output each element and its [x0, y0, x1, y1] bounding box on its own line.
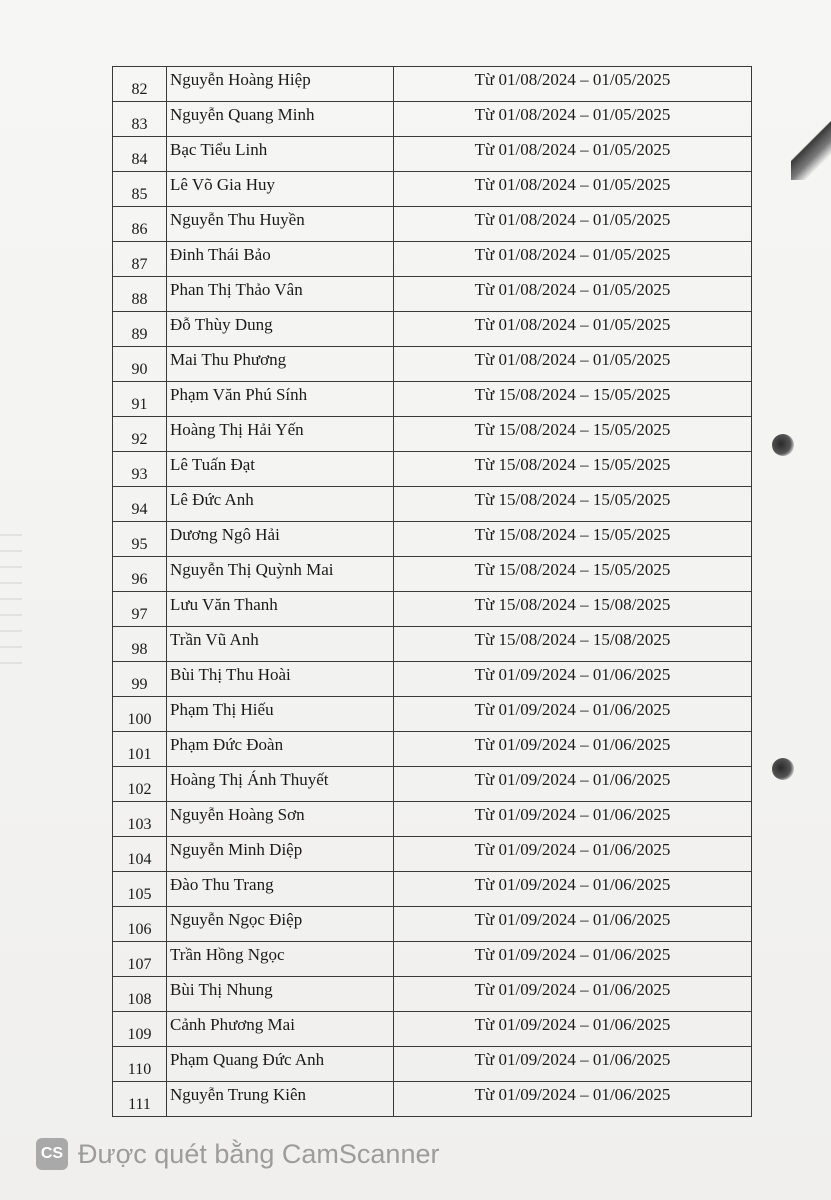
row-name-cell	[167, 907, 394, 942]
row-period: Từ 01/09/2024 – 01/06/2025	[474, 945, 671, 964]
row-number-cell	[113, 67, 167, 102]
row-name-cell	[167, 382, 394, 417]
table-row	[113, 277, 752, 312]
row-period-cell	[394, 347, 752, 382]
table-row	[113, 942, 752, 977]
row-period: Từ 15/08/2024 – 15/05/2025	[474, 560, 671, 579]
table-row	[113, 172, 752, 207]
row-number-cell	[113, 1047, 167, 1082]
row-period-cell	[394, 452, 752, 487]
row-name-cell	[167, 522, 394, 557]
row-period-cell	[394, 592, 752, 627]
row-number-cell	[113, 382, 167, 417]
row-name: Nguyễn Hoàng Hiệp	[170, 70, 311, 89]
row-period: Từ 01/08/2024 – 01/05/2025	[474, 105, 671, 124]
row-number: 95	[131, 536, 148, 553]
row-name: Lưu Văn Thanh	[170, 595, 278, 614]
row-name-cell	[167, 1047, 394, 1082]
row-number: 84	[131, 151, 148, 168]
row-number: 109	[127, 1026, 152, 1043]
row-number: 111	[128, 1096, 151, 1113]
table-row	[113, 977, 752, 1012]
row-name-cell	[167, 592, 394, 627]
row-number-cell	[113, 942, 167, 977]
row-period-cell	[394, 977, 752, 1012]
row-name: Nguyễn Minh Diệp	[170, 840, 303, 859]
watermark-text: Được quét bằng CamScanner	[78, 1138, 440, 1169]
table-row	[113, 662, 752, 697]
table-row	[113, 452, 752, 487]
table-row	[113, 697, 752, 732]
row-name: Đinh Thái Bảo	[170, 245, 271, 264]
row-period: Từ 15/08/2024 – 15/05/2025	[474, 525, 671, 544]
row-number: 98	[131, 641, 148, 658]
row-number-cell	[113, 487, 167, 522]
row-number: 101	[127, 746, 152, 763]
row-period: Từ 01/09/2024 – 01/06/2025	[474, 1015, 671, 1034]
row-period-cell	[394, 697, 752, 732]
row-name: Nguyễn Quang Minh	[170, 105, 315, 124]
table-row	[113, 1047, 752, 1082]
table-row	[113, 837, 752, 872]
row-name-cell	[167, 1012, 394, 1047]
table-row	[113, 137, 752, 172]
row-period: Từ 01/08/2024 – 01/05/2025	[474, 350, 671, 369]
row-number-cell	[113, 802, 167, 837]
row-name: Nguyễn Ngọc Điệp	[170, 910, 303, 929]
row-period-cell	[394, 522, 752, 557]
row-period: Từ 01/09/2024 – 01/06/2025	[474, 805, 671, 824]
row-number: 107	[127, 956, 152, 973]
table-row	[113, 312, 752, 347]
row-period: Từ 01/09/2024 – 01/06/2025	[474, 665, 671, 684]
table-row	[113, 592, 752, 627]
row-number: 105	[127, 886, 152, 903]
row-period-cell	[394, 627, 752, 662]
row-number: 92	[131, 431, 148, 448]
row-period: Từ 01/09/2024 – 01/06/2025	[474, 910, 671, 929]
row-number: 83	[131, 116, 148, 133]
table-row	[113, 102, 752, 137]
row-number: 89	[131, 326, 148, 343]
roster-table-body	[113, 67, 752, 1117]
row-name: Lê Đức Anh	[170, 490, 254, 509]
row-number-cell	[113, 732, 167, 767]
page-corner-shadow	[791, 120, 831, 180]
row-number-cell	[113, 242, 167, 277]
row-period: Từ 01/08/2024 – 01/05/2025	[474, 280, 671, 299]
row-number: 94	[131, 501, 148, 518]
row-name-cell	[167, 977, 394, 1012]
row-name-cell	[167, 1082, 394, 1117]
row-name: Nguyễn Trung Kiên	[170, 1085, 307, 1104]
row-period-cell	[394, 102, 752, 137]
row-number: 108	[127, 991, 152, 1008]
row-name-cell	[167, 942, 394, 977]
row-period: Từ 15/08/2024 – 15/05/2025	[474, 490, 671, 509]
row-name: Trần Hồng Ngọc	[170, 945, 285, 964]
row-period: Từ 01/09/2024 – 01/06/2025	[474, 1050, 671, 1069]
row-name: Lê Võ Gia Huy	[170, 175, 275, 194]
row-name: Phan Thị Thảo Vân	[170, 280, 303, 299]
row-number: 88	[131, 291, 148, 308]
row-name-cell	[167, 487, 394, 522]
row-number-cell	[113, 592, 167, 627]
table-row	[113, 802, 752, 837]
row-name-cell	[167, 417, 394, 452]
row-number-cell	[113, 172, 167, 207]
row-name: Lê Tuấn Đạt	[170, 455, 255, 474]
row-number: 104	[127, 851, 152, 868]
row-name-cell	[167, 662, 394, 697]
table-row	[113, 732, 752, 767]
row-period-cell	[394, 767, 752, 802]
row-period: Từ 15/08/2024 – 15/05/2025	[474, 385, 671, 404]
row-period-cell	[394, 662, 752, 697]
row-period-cell	[394, 732, 752, 767]
row-name: Mai Thu Phương	[170, 350, 287, 369]
row-period-cell	[394, 1012, 752, 1047]
row-name: Dương Ngô Hải	[170, 525, 280, 544]
row-number: 87	[131, 256, 148, 273]
row-period-cell	[394, 557, 752, 592]
row-period-cell	[394, 802, 752, 837]
row-name: Bùi Thị Thu Hoài	[170, 665, 291, 684]
row-period: Từ 15/08/2024 – 15/05/2025	[474, 420, 671, 439]
row-number: 93	[131, 466, 148, 483]
row-number: 86	[131, 221, 148, 238]
row-name-cell	[167, 557, 394, 592]
row-number-cell	[113, 102, 167, 137]
row-period: Từ 01/09/2024 – 01/06/2025	[474, 875, 671, 894]
row-period-cell	[394, 137, 752, 172]
row-number-cell	[113, 522, 167, 557]
row-number-cell	[113, 207, 167, 242]
row-period-cell	[394, 1082, 752, 1117]
row-name-cell	[167, 627, 394, 662]
row-name: Nguyễn Hoàng Sơn	[170, 805, 305, 824]
row-period-cell	[394, 172, 752, 207]
row-name: Bạc Tiểu Linh	[170, 140, 268, 159]
row-name: Bùi Thị Nhung	[170, 980, 273, 999]
row-number: 85	[131, 186, 148, 203]
roster-table	[112, 66, 752, 1117]
row-number: 91	[131, 396, 148, 413]
row-name-cell	[167, 347, 394, 382]
row-period: Từ 15/08/2024 – 15/08/2025	[474, 630, 671, 649]
table-row	[113, 67, 752, 102]
row-period-cell	[394, 487, 752, 522]
table-row	[113, 1082, 752, 1117]
row-name: Hoàng Thị Hải Yến	[170, 420, 304, 439]
table-row	[113, 767, 752, 802]
table-row	[113, 417, 752, 452]
row-period: Từ 01/09/2024 – 01/06/2025	[474, 980, 671, 999]
row-number-cell	[113, 872, 167, 907]
row-number-cell	[113, 557, 167, 592]
row-name-cell	[167, 277, 394, 312]
row-name-cell	[167, 452, 394, 487]
table-row	[113, 487, 752, 522]
row-number: 102	[127, 781, 152, 798]
punch-hole-icon	[772, 758, 794, 780]
row-period-cell	[394, 312, 752, 347]
row-number-cell	[113, 137, 167, 172]
table-row	[113, 1012, 752, 1047]
row-name-cell	[167, 137, 394, 172]
row-number: 100	[127, 711, 152, 728]
row-name-cell	[167, 242, 394, 277]
row-period: Từ 15/08/2024 – 15/08/2025	[474, 595, 671, 614]
table-row	[113, 907, 752, 942]
camscanner-watermark	[36, 1136, 439, 1172]
row-name: Nguyễn Thị Quỳnh Mai	[170, 560, 334, 579]
row-number-cell	[113, 347, 167, 382]
table-row	[113, 557, 752, 592]
row-name: Cảnh Phương Mai	[170, 1015, 295, 1034]
row-name: Trần Vũ Anh	[170, 630, 259, 649]
row-name-cell	[167, 697, 394, 732]
row-name-cell	[167, 802, 394, 837]
table-row	[113, 242, 752, 277]
row-period-cell	[394, 67, 752, 102]
row-number-cell	[113, 1082, 167, 1117]
row-period: Từ 01/08/2024 – 01/05/2025	[474, 70, 671, 89]
row-period-cell	[394, 277, 752, 312]
camscanner-logo-icon: CS	[36, 1138, 68, 1170]
row-period: Từ 01/08/2024 – 01/05/2025	[474, 210, 671, 229]
row-number-cell	[113, 837, 167, 872]
row-name-cell	[167, 837, 394, 872]
row-name-cell	[167, 207, 394, 242]
row-name: Đào Thu Trang	[170, 875, 274, 894]
row-name: Phạm Đức Đoàn	[170, 735, 284, 754]
row-number-cell	[113, 312, 167, 347]
row-period-cell	[394, 1047, 752, 1082]
row-period: Từ 01/09/2024 – 01/06/2025	[474, 840, 671, 859]
table-row	[113, 627, 752, 662]
row-period-cell	[394, 207, 752, 242]
row-name: Phạm Thị Hiếu	[170, 700, 274, 719]
row-number-cell	[113, 662, 167, 697]
row-period-cell	[394, 907, 752, 942]
table-row	[113, 522, 752, 557]
row-number: 106	[127, 921, 152, 938]
row-period: Từ 15/08/2024 – 15/05/2025	[474, 455, 671, 474]
row-name: Phạm Văn Phú Sính	[170, 385, 308, 404]
row-name-cell	[167, 872, 394, 907]
row-name-cell	[167, 67, 394, 102]
row-name: Phạm Quang Đức Anh	[170, 1050, 325, 1069]
row-period-cell	[394, 872, 752, 907]
row-number-cell	[113, 452, 167, 487]
row-name: Hoàng Thị Ánh Thuyết	[170, 770, 329, 789]
row-name-cell	[167, 767, 394, 802]
table-row	[113, 347, 752, 382]
row-name-cell	[167, 312, 394, 347]
row-number: 110	[127, 1061, 152, 1078]
row-name: Nguyễn Thu Huyền	[170, 210, 305, 229]
table-row	[113, 382, 752, 417]
punch-hole-icon	[772, 434, 794, 456]
row-number: 103	[127, 816, 152, 833]
row-period-cell	[394, 837, 752, 872]
row-number-cell	[113, 977, 167, 1012]
row-period: Từ 01/08/2024 – 01/05/2025	[474, 315, 671, 334]
row-period: Từ 01/09/2024 – 01/06/2025	[474, 735, 671, 754]
row-name: Đỗ Thùy Dung	[170, 315, 273, 334]
table-row	[113, 207, 752, 242]
row-number: 97	[131, 606, 148, 623]
row-number: 90	[131, 361, 148, 378]
row-period: Từ 01/08/2024 – 01/05/2025	[474, 140, 671, 159]
row-name-cell	[167, 732, 394, 767]
table-row	[113, 872, 752, 907]
row-number-cell	[113, 697, 167, 732]
row-number-cell	[113, 1012, 167, 1047]
page-edge-marks	[0, 520, 22, 670]
row-number-cell	[113, 627, 167, 662]
row-period: Từ 01/08/2024 – 01/05/2025	[474, 175, 671, 194]
row-name-cell	[167, 102, 394, 137]
row-number: 82	[131, 81, 148, 98]
row-name-cell	[167, 172, 394, 207]
row-period: Từ 01/09/2024 – 01/06/2025	[474, 700, 671, 719]
row-period-cell	[394, 942, 752, 977]
row-period-cell	[394, 382, 752, 417]
row-number-cell	[113, 417, 167, 452]
row-period-cell	[394, 417, 752, 452]
row-period: Từ 01/09/2024 – 01/06/2025	[474, 770, 671, 789]
row-number: 96	[131, 571, 148, 588]
row-number-cell	[113, 277, 167, 312]
row-period: Từ 01/09/2024 – 01/06/2025	[474, 1085, 671, 1104]
row-number: 99	[131, 676, 148, 693]
row-period: Từ 01/08/2024 – 01/05/2025	[474, 245, 671, 264]
row-number-cell	[113, 767, 167, 802]
row-number-cell	[113, 907, 167, 942]
row-period-cell	[394, 242, 752, 277]
